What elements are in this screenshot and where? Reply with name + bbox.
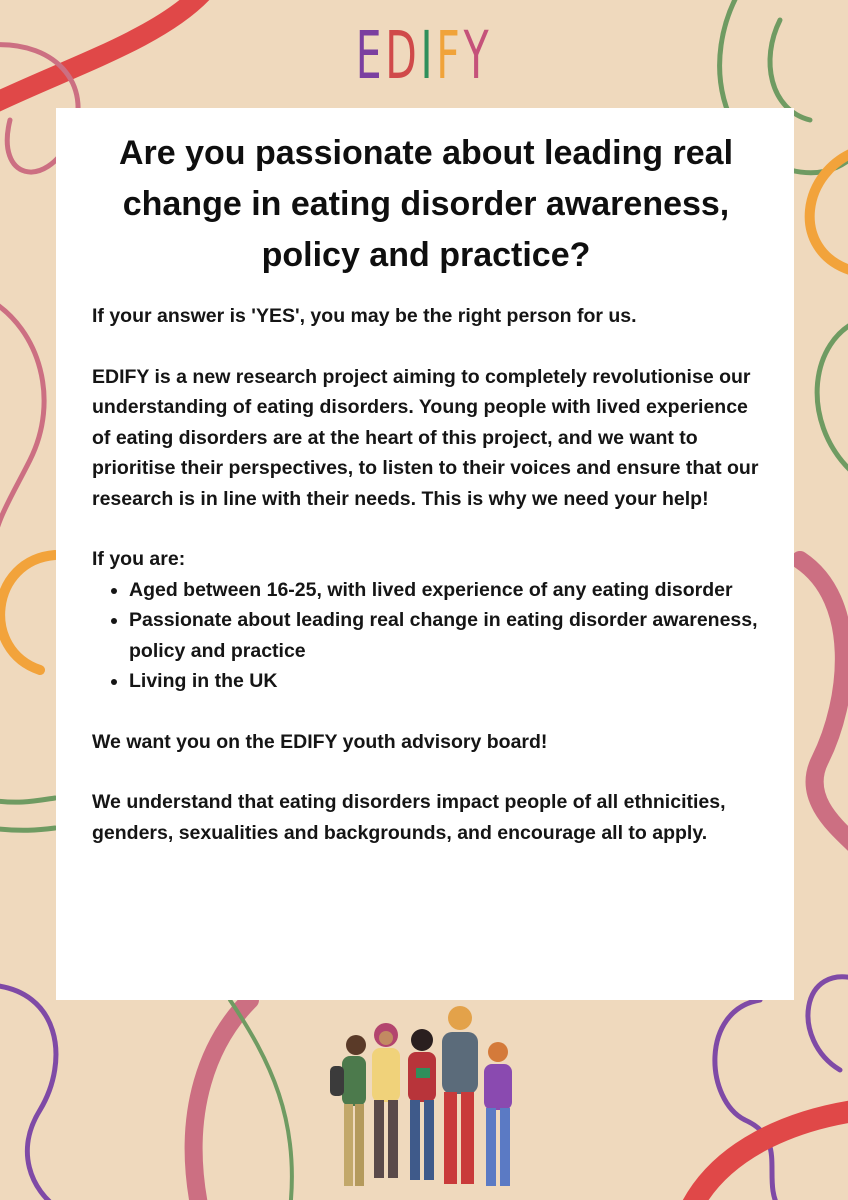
criteria-item-location: • Living in the UK	[129, 666, 760, 697]
person-illustration-5	[484, 1042, 512, 1186]
intro-text: If your answer is 'YES', you may be the right person for us.	[92, 305, 637, 327]
squiggle-pink-left	[0, 300, 44, 560]
squiggle-pink-right	[800, 560, 848, 850]
squiggle-purple-bottom-left	[0, 985, 60, 1200]
criteria-item-passion: • Passionate about leading real change in eating disorder awareness, policy and practice	[129, 605, 760, 666]
call-to-action: We want you on the EDIFY youth advisory board!	[92, 730, 548, 753]
person-illustration-3	[408, 1029, 436, 1180]
logo-letter-f: F	[436, 17, 464, 94]
criteria-list	[92, 575, 760, 697]
squiggle-green-right	[817, 320, 848, 470]
headline: Are you passionate about leading real change in eating disorder awareness, policy and practice?	[118, 134, 734, 274]
logo-letter-y: Y	[463, 17, 493, 94]
squiggle-green-left-2	[0, 828, 55, 830]
person-illustration-2	[372, 1023, 400, 1178]
info-card	[56, 108, 794, 1000]
criteria-lead: If you are:	[92, 548, 186, 570]
project-description: EDIFY is a new research project aiming to completely revolutionise our understanding of eating disorders. Young people with lived experience of eating disorders are at the heart of this project, and we want to prioritise their perspectives, to listen to their voices and ensure that our research is in line with their needs. This is why we need your help!	[92, 365, 759, 510]
criteria-item-age: • Aged between 16-25, with lived experience of any eating disorder	[129, 575, 760, 606]
edify-logo	[161, 10, 687, 102]
squiggle-green-bottom	[230, 1000, 292, 1200]
inclusion-statement: We understand that eating disorders impact people of all ethnicities, genders, sexualities and backgrounds, and encourage all to apply.	[92, 791, 726, 844]
logo-letter-d: D	[385, 17, 421, 94]
logo-letter-i: I	[420, 17, 437, 94]
squiggle-green-top-right-2	[770, 20, 810, 120]
person-illustration-4	[442, 1006, 478, 1184]
squiggle-pink-bottom	[194, 1000, 250, 1200]
logo-letter-e: E	[355, 17, 386, 94]
person-illustration-1	[330, 1035, 366, 1186]
squiggle-green-left	[0, 798, 55, 802]
squiggle-purple-right	[808, 977, 848, 1070]
squiggle-orange-left	[0, 555, 55, 670]
squiggle-orange-right	[810, 150, 848, 270]
group-of-young-people-illustration	[318, 1000, 528, 1195]
